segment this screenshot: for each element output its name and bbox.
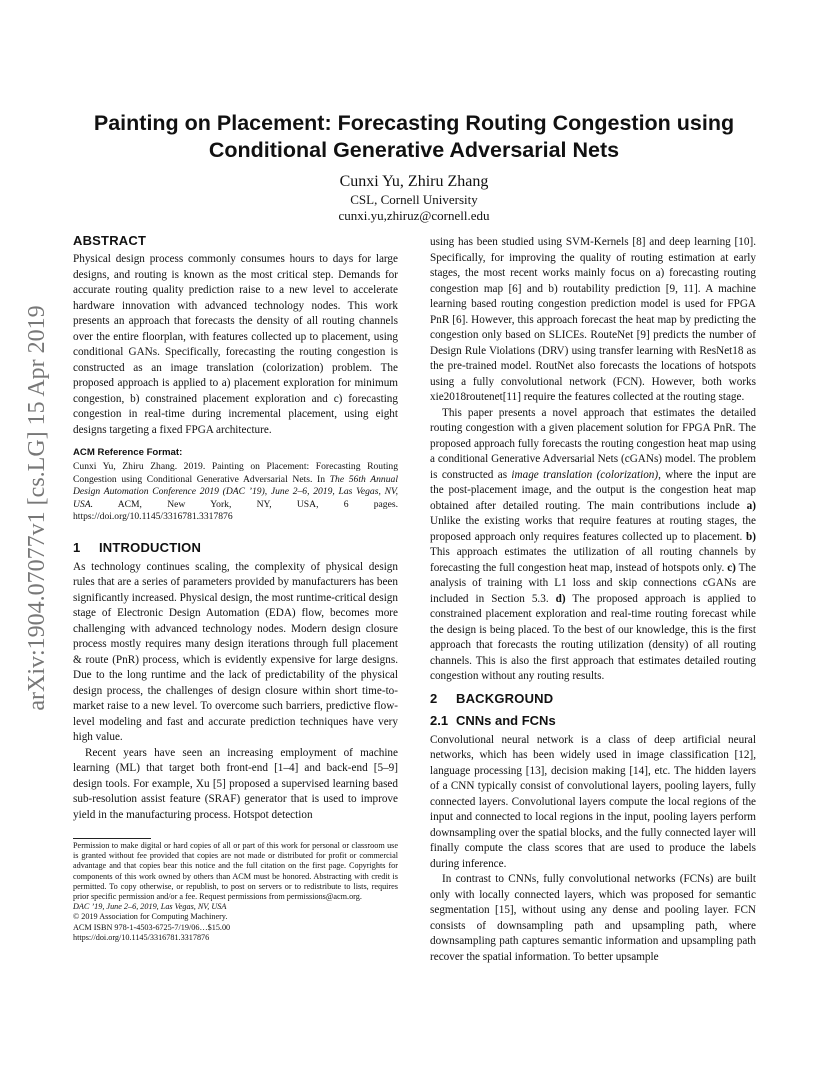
section-title: BACKGROUND — [456, 690, 554, 706]
p2-a: This paper presents a novel approach that estimates the detailed routing congestion with a given placement solution for FPGA PnR. The proposed approach fully forecasts the routing congestion heat map using a conditional Generative Adversarial Nets (cGANs) model. The problem is constructed as — [430, 406, 756, 481]
acm-reference-heading: ACM Reference Format: — [73, 447, 183, 458]
author-email: cunxi.yu,zhiruz@cornell.edu — [338, 208, 490, 223]
right-paragraph-4: In contrast to CNNs, fully convolutional networks (FCNs) are built only with locally connected layers, which was proposed for semantic segmentation [15], without using any dense and pooling layer. FCN consists of downsampling path and upsampling path, where downsampling path captures semantic information and upsampling path recover the spatial information. To better upsample — [430, 873, 756, 963]
abstract-text: Physical design process commonly consumes hours to days for large designs, and routing is known as the most critical step. Demands for accurate routing quality prediction raise to a new level to accelerate hardware innovation with advanced technology nodes. This work presents an approach that forecasts the density of all routing channels over the entire floorplan, with features collected up to placement, using conditional GANs. Specifically, forecasting the routing congestion is constructed as an image translation (colorization) problem. The proposed approach is applied to a) placement exploration for minimum congestion, b) constrained placement exploration and c) forecasting congestion in real-time during incremental placement, using eight designs targeting a fixed FPGA architecture. — [73, 253, 398, 436]
section-1-heading — [73, 540, 398, 556]
copyright-footnote — [73, 841, 398, 943]
title-line-2: Conditional Generative Adversarial Nets — [208, 138, 620, 162]
footnote-copyright: © 2019 Association for Computing Machinery. — [73, 912, 228, 922]
subsection-title: CNNs and FCNs — [456, 712, 556, 728]
section-title: INTRODUCTION — [99, 539, 202, 555]
section-number: 1 — [73, 539, 81, 555]
right-paragraph-1: using has been studied using SVM-Kernels [8] and deep learning [10]. Specifically, for improving the quality of routing estimation at early stages, the most recent works mainly focus on a) forecasting routing congestion map [6] and b) routability prediction [9, 11]. A machine learning based routing congestion prediction model is used for FPGA PnR [6]. However, this approach forecast the heat map by predicting the congestion only based on SLICEs. RouteNet [9] predicts the number of Design Rule Violations (DRV) using transfer learning with ResNet18 as the pre-trained model. RoutNet also forecasts the locations of hotspots using a fully convolutional network (FCN). However, both works xie2018routenet[11] require the features collected at the routing stage. — [430, 236, 756, 403]
intro-paragraph-1: As technology continues scaling, the complexity of physical design rules that are a series of parameters provided by manufacturers has been significantly increased. Physical design, the most runtime-critical design stage of Electronic Design Automation (EDA) flow, becomes more challenging with advanced technology nodes. Modern design closure process mostly requires many design iterations through full placement & route (PnR) process, which is evidently expensive for large designs. Due to the long runtime and the lack of predictability of the physical design process, the challenges of design closure within short time-to-market raise to a new level. To overcome such barriers, predictive flow-level modeling and fast and accurate prediction techniques have very high value. — [73, 560, 398, 743]
intro-paragraph-2: Recent years have seen an increasing employment of machine learning (ML) that target both front-end [1–4] and back-end [5–9] design tools. For example, Xu [5] proposed a supervised learning based sub-resolution assist feature (SRAF) generator that is used to improve yield in the manufacturing process. Hotspot detection — [73, 746, 398, 821]
acm-reference-text — [73, 461, 398, 524]
footnote-conference-text: DAC ’19, June 2–6, 2019, Las Vegas, NV, USA — [73, 902, 227, 912]
section-number: 2 — [430, 690, 438, 706]
arxiv-sidebar-stamp: arXiv:1904.07077v1 [cs.LG] 15 Apr 2019 — [24, 305, 50, 711]
authors: Cunxi Yu, Zhiru Zhang — [339, 173, 489, 190]
acm-ref-pre: Cunxi Yu, Zhiru Zhang. 2019. Painting on Placement: Forecasting Routing Congestion using Conditional Generative Adversarial Nets. In — [73, 461, 398, 485]
p2-key-c: c) — [727, 561, 736, 574]
footnote-doi: https://doi.org/10.1145/3316781.3317876 — [73, 932, 210, 942]
title-line-1: Painting on Placement: Forecasting Routing Congestion using — [93, 111, 735, 135]
section-2-heading — [430, 691, 756, 707]
p2-key-b: b) — [746, 530, 756, 543]
acm-ref-venue: The 56th Annual Design Automation Conference 2019 (DAC ’19), June 2–6, 2019, Las Vegas, NV, USA. — [73, 473, 398, 510]
footnote-rule — [73, 838, 151, 839]
p2-key-d: d) — [555, 592, 566, 605]
p2-f: The proposed approach is applied to constrained placement exploration and real-time routing forecast while the design is being placed. To the best of our knowledge, this is the first approach that forecasts the routing utilization (density) of all routing channels. This is also the first approach that estimates detailed routing congestion without any routing results. — [430, 592, 756, 682]
p2-d: This approach estimates the utilization of all routing channels by forecasting the full congestion heat map, instead of hotspots only. — [430, 546, 756, 574]
footnote-conference — [73, 902, 398, 912]
affiliation: CSL, Cornell University — [350, 192, 478, 207]
p2-e: The analysis of training with L1 loss and skip connections cGANs are included in Section 5.3. — [430, 561, 756, 605]
p2-key-a: a) — [746, 499, 756, 512]
paper-title — [60, 110, 768, 164]
right-paragraph-2 — [430, 406, 756, 685]
right-paragraph-3: Convolutional neural network is a class of deep artificial neural networks, which has been widely used in image classification [12], language processing [13], decision making [14], etc. The hidden layers of a CNN typically consist of convolutional layers, pooling layers, fully connected layers. Convolutional layers compute the local regions of the input and connected to local regions in the input, pooling layers perform downsampling over the spatial blocks, and the fully connected layer will finally compute the class scores that are used to produce the labels during inference. — [430, 733, 756, 870]
acm-ref-post: ACM, New York, NY, USA, 6 pages. https://doi.org/10.1145/3316781.3317876 — [73, 498, 398, 522]
acm-reference — [73, 447, 398, 524]
p2-b: , where the input are the post-placement image, and the output is the congestion heat map obtained after detailed routing. The main contributions include — [430, 468, 756, 512]
left-column — [73, 233, 398, 823]
p2-c: Unlike the existing works that require features at routing stages, the proposed approach only requires features collected up to placement. — [430, 515, 756, 543]
footnote-permission: Permission to make digital or hard copies of all or part of this work for personal or classroom use is granted without fee provided that copies are not made or distributed for profit or commercial advantage and that copies bear this notice and the full citation on the first page. Copyrights for components of this work owned by others than ACM must be honored. Abstracting with credit is permitted. To copy otherwise, or republish, to post on servers or to redistribute to lists, requires prior specific permission and/or a fee. Request permissions from permissions@acm.org. — [73, 841, 398, 902]
p2-italic: image translation (colorization) — [511, 468, 659, 481]
footnote-isbn: ACM ISBN 978-1-4503-6725-7/19/06…$15.00 — [73, 922, 231, 932]
right-column — [430, 235, 756, 965]
subsection-number: 2.1 — [430, 712, 449, 728]
abstract-heading: ABSTRACT — [73, 233, 147, 248]
subsection-2-1-heading — [430, 713, 756, 729]
